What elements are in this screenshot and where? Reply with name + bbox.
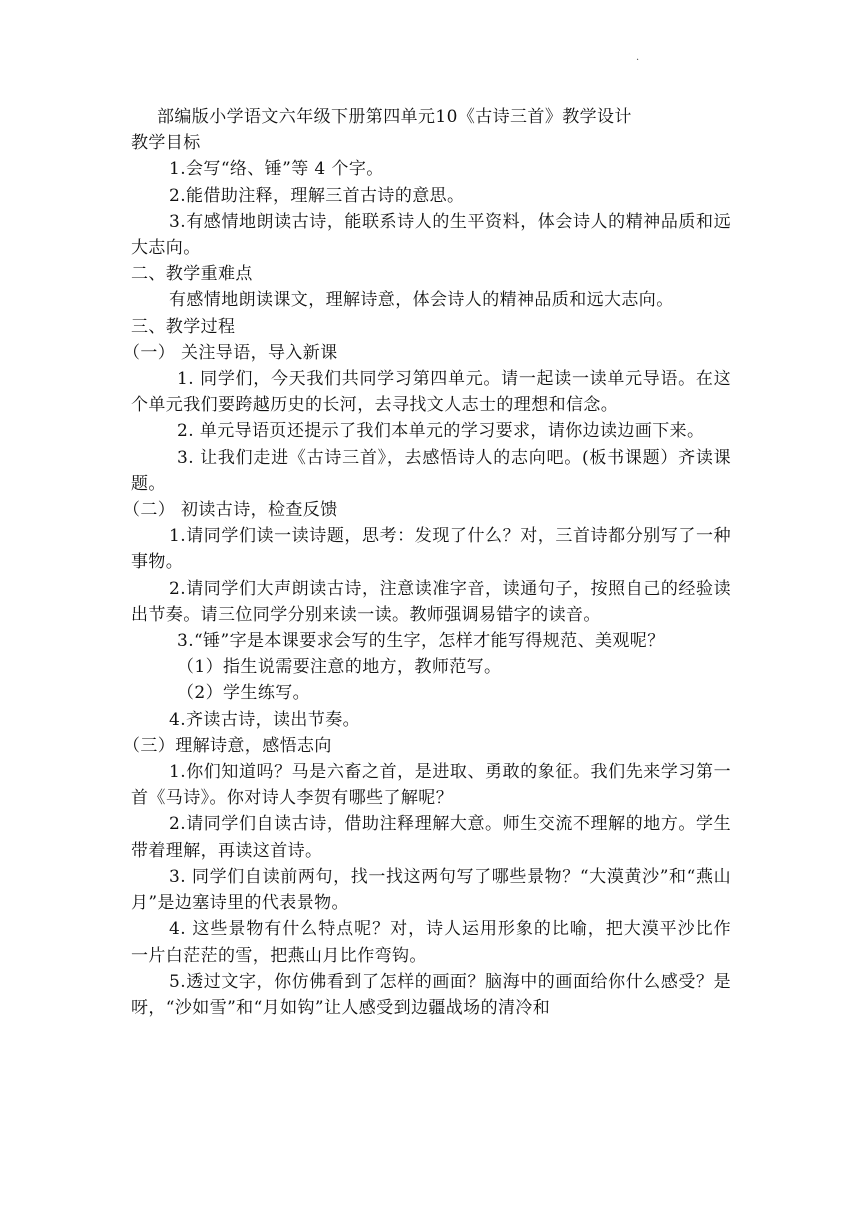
process-step: 2.请同学们自读古诗，借助注释理解大意。师生交流不理解的地方。学生带着理解，再读这首诗。 — [131, 814, 731, 861]
subsection-heading-1: （一） 关注导语，导入新课 — [123, 342, 338, 363]
process-step: 3. 让我们走进《古诗三首》，去感悟诗人的志向吧。(板书课题）齐读课题。 — [131, 447, 731, 494]
process-step: 1. 同学们，今天我们共同学习第四单元。请一起读一读单元导语。在这个单元我们要跨越历史的长河，去寻找文人志士的理想和信念。 — [131, 369, 731, 416]
process-substep: （1）指生说需要注意的地方，教师范写。 — [177, 657, 502, 678]
key-points-text: 有感情地朗读课文，理解诗意，体会诗人的精神品质和远大志向。 — [169, 290, 674, 311]
page-mark: · — [636, 55, 640, 66]
section-heading-process: 三、教学过程 — [131, 316, 236, 337]
section-heading-key-points: 二、教学重难点 — [131, 264, 253, 285]
section-heading-goals: 教学目标 — [131, 133, 201, 154]
goal-item: 2.能借助注释，理解三首古诗的意思。 — [169, 185, 465, 206]
process-step: 3. 同学们自读前两句，找一找这两句写了哪些景物？“大漠黄沙”和“燕山月”是边塞诗里的代表景物。 — [131, 866, 731, 914]
process-step: 4.齐读古诗，读出节奏。 — [169, 709, 361, 730]
subsection-heading-2: （二） 初读古诗，检查反馈 — [123, 500, 338, 521]
process-step: 1.你们知道吗？马是六畜之首，是进取、勇敢的象征。我们先来学习第一首《马诗》。你对诗人李贺有哪些了解呢？ — [131, 762, 731, 809]
document-title: 部编版小学语文六年级下册第四单元10《古诗三首》教学设计 — [157, 107, 632, 127]
process-step: 3.“锤”字是本课要求会写的生字，怎样才能写得规范、美观呢？ — [177, 631, 665, 652]
process-step: 2. 单元导语页还提示了我们本单元的学习要求，请你边读边画下来。 — [177, 421, 705, 442]
document-body — [123, 104, 731, 1021]
goal-item: 3.有感情地朗读古诗，能联系诗人的生平资料，体会诗人的精神品质和远大志向。 — [131, 211, 731, 259]
process-step: 1.请同学们读一读诗题，思考：发现了什么？对，三首诗都分别写了一种事物。 — [131, 526, 731, 573]
process-step: 4. 这些景物有什么特点呢？对，诗人运用形象的比喻，把大漠平沙比作一片白茫茫的雪，把燕山月比作弯钩。 — [131, 919, 731, 966]
process-substep: （2）学生练写。 — [177, 683, 311, 704]
process-step: 5.透过文字，你仿佛看到了怎样的画面？脑海中的画面给你什么感受？是呀，“沙如雪”和“月如钩”让人感受到边疆战场的清冷和 — [131, 971, 731, 1018]
subsection-heading-3: （三）理解诗意，感悟志向 — [123, 735, 332, 756]
goal-item: 1.会写“络、锤”等 4 个字。 — [169, 159, 384, 180]
process-step: 2.请同学们大声朗读古诗，注意读准字音，读通句子，按照自己的经验读出节奏。请三位同学分别来读一读。教师强调易错字的读音。 — [131, 578, 731, 625]
